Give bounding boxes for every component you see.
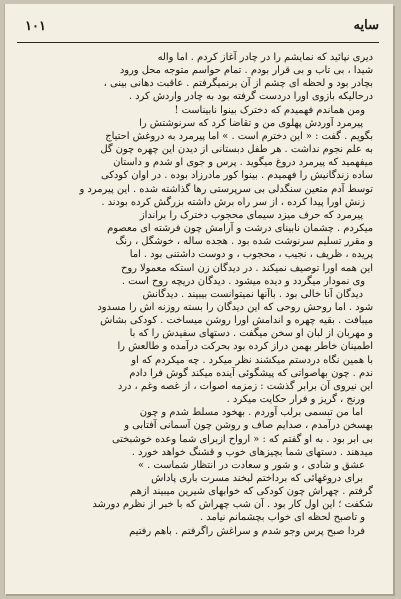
- text-line: ساده زندگانیش را فهمیدم . بینوا کور مادرزاد بوده . در اوان کودکی: [100, 170, 373, 182]
- text-line: شیدا ، بی تاب و بی قرار بودم . تمام حواسم متوجه محل ورود: [119, 65, 373, 77]
- text-line: و تاصبح لحظه ای خواب بچشمانم نیامد .: [199, 512, 365, 524]
- text-line: و مهربان از لبان او سخن میگفت . دستهای سفیدش را که با: [129, 328, 373, 340]
- text-line: فردا صبح پرس وجو شدم و سراغش راگرفتم . باهم رفتیم: [129, 525, 365, 537]
- text-line: درحالیکه بازوی اورا دردست گرفته بود به چادر واردش کرد .: [128, 91, 373, 103]
- text-line: میفهمید که پیرمرد دروغ میگوید . پرس و جوی او شدم و داستان: [113, 157, 373, 169]
- header-rule: [17, 42, 379, 43]
- text-line: میکردم . چشمان نابینای درشت و آرامش چون فرشته ای معصوم: [107, 223, 373, 235]
- text-line: گرفتم . چهراش چون کودکی که خوابهای شیرین میبیند ازهم: [130, 486, 373, 498]
- text-line: برای دروغهائی که برداختم لبخند مسرت باری پاداش: [151, 473, 363, 484]
- running-title: سایه: [353, 18, 379, 33]
- text-line: بچادر بود و لحظه ای چشم از آن برنمیگرفتم . عاقبت دهانی بینی ،: [103, 78, 373, 90]
- text-line: پیرمرد آوردش پهلوی من و تقاضا کرد که سرنوشتش را: [139, 117, 363, 129]
- text-line: پیرمرد که حرف میزد سیمای محجوب دخترک را برانداز: [139, 209, 363, 221]
- text-line: وی نمودار میگردد و دیده میشود . دیدگان دریچه روح است .: [121, 275, 365, 287]
- text-line: پریده ، ظریف ، نجیب ، محجوب ، و دوست داشتنی بود . اما: [129, 249, 373, 261]
- text-line: دیری نپائید که نمایشم را در چادر آغاز کردم . اما واله: [157, 52, 373, 63]
- text-line: ورنج ، گریز و فرار حکایت میکرد .: [226, 394, 365, 406]
- text-line: میدهند . دستهای شما بچیزهای خوب و قشنگ خواهد خورد .: [131, 446, 373, 458]
- text-line: بهسخن درآمدم ، صدایم صاف و روشن چون آسمانی آفتابی و: [124, 420, 373, 432]
- text-line: شود . اما روحش روحی که این دیدگان را بسته روزنه اش را مسدود: [97, 301, 373, 313]
- text-line: عشق و شادی ، و شور و سعادت در انتظار شماست . »: [137, 459, 365, 471]
- text-line: میبافت . بقیه چهره و اندامش اورا روشن میساخت . کودکی بشاش: [100, 315, 373, 327]
- text-line: و مقرر تسلیم سرنوشت شده بود . هجده ساله ، خوشگل ، رنگ: [115, 236, 373, 248]
- text-line: بگویم . گفت : « این دخترم است . » اما پیرمرد به دروغش احتیاج: [105, 130, 373, 142]
- text-line: زنش اورا پیدا کرده ، از سر راه برش داشته بزرگش کرده بودند .: [101, 196, 365, 208]
- text-line: با همین نگاه دردستم میکشند نظر میکرد . چه میکردم که او: [131, 354, 373, 366]
- text-line: به علم نجوم نداشت . هر طفل دبستانی از دیدن این چهره چون گل: [100, 144, 373, 156]
- text-line: این همه اورا توصیف نمیکند . در دیدگان زن استکه معمولا روح: [120, 262, 373, 274]
- book-page: [4, 4, 393, 594]
- text-line: بی ابر بود . به او گفتم که : « ارواح ازبرای شما وعده خوشبختی: [111, 433, 373, 445]
- text-line: ومن هماندم فهمیدم که دخترک بینوا نابیناست !: [174, 104, 365, 116]
- page-header: [17, 18, 379, 40]
- body-text: [21, 51, 373, 538]
- text-line: دیدگان آنا خالی بود . باآنها نمیتوانست بیبیند . دیدگانش: [142, 288, 363, 300]
- text-line: این نیروی آن برابر گذشت : زمزمه اصوات ، از غصه وغم ، درد: [117, 380, 373, 392]
- text-line: ندم . چون بهاصواتی که پیشگوئی آینده میکند گوش فرا دادم: [129, 367, 373, 379]
- text-line: اطمینان خاطر بهمن دراز کرده بود بحرکت درآمده و طالعش را: [117, 341, 373, 353]
- text-line: توسط آدم متعین سنگدلی بی سرپرستی رها گذاشته شده . این پیرمرد و: [79, 183, 373, 195]
- text-line: شکفت ؛ این اول کار بود . آن شب چهراش که با خبر از نظرم دورشد: [92, 499, 373, 511]
- text-line: اما من تبسمی برلب آوردم . بهخود مسلط شدم و چون: [139, 407, 363, 419]
- page-number: ۱۰۱: [25, 19, 46, 34]
